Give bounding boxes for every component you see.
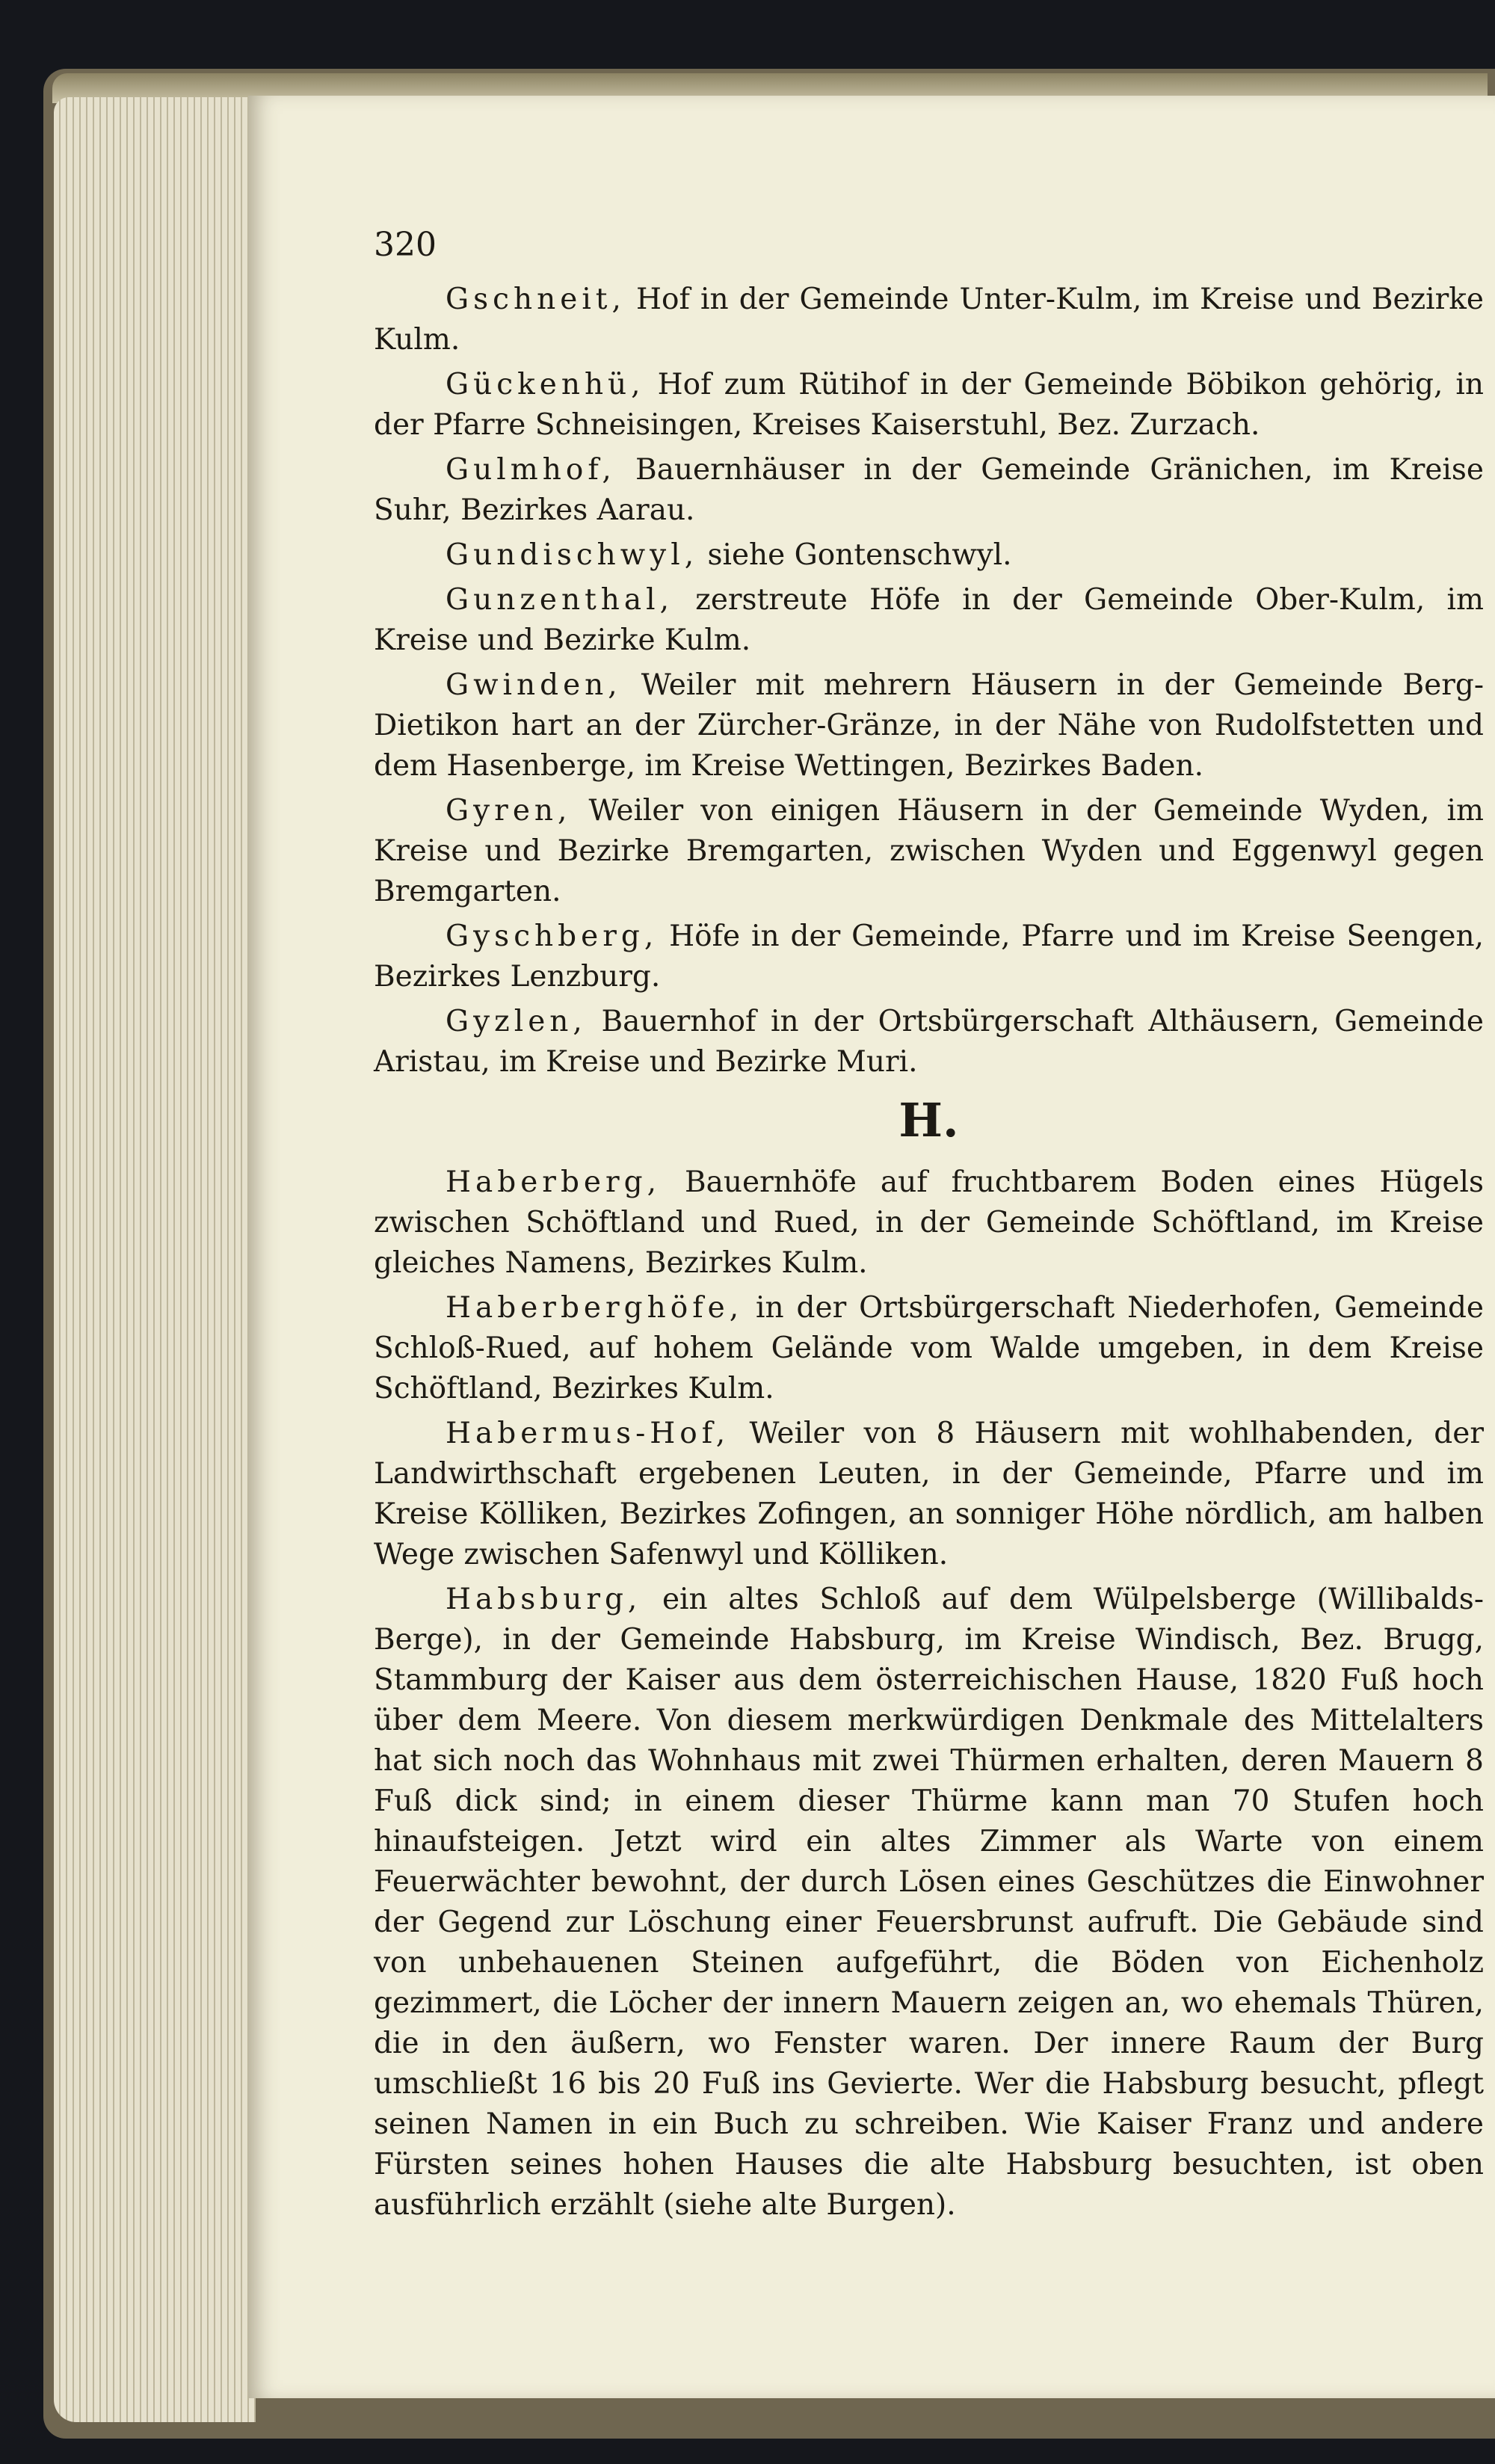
entry-gyzlen [374, 1002, 1484, 1082]
entry-text: zerstreute Höfe in der Gemeinde Ober-Kulm, im Kreise und Bezirke Kulm. [374, 583, 1484, 657]
entry-headword: Haberberg, [446, 1165, 662, 1199]
entry-text: siehe Gontenschwyl. [698, 538, 1012, 572]
page-stack-edges [54, 97, 256, 2422]
entry-headword: Gyren, [446, 794, 572, 828]
entry-text: Höfe in der Gemeinde, Pfarre und im Kreise Seengen, Bezirkes Lenzburg. [374, 920, 1484, 994]
gazetteer-entries [374, 280, 1484, 2230]
entry-headword: Gyzlen, [446, 1005, 587, 1038]
entry-headword: Habsburg, [446, 1583, 642, 1616]
entry-headword: Gundischwyl, [446, 538, 699, 572]
entry-headword: Gyschberg, [446, 920, 659, 953]
entry-haberberghoefe [374, 1288, 1484, 1409]
entry-text: in der Ortsbürgerschaft Niederhofen, Gemeinde Schloß-Rued, auf hohem Gelände vom Walde umgeben, in dem Kreise Schöftland, Bezirkes Kulm. [374, 1291, 1484, 1405]
entry-habsburg [374, 1580, 1484, 2226]
entry-gyren [374, 791, 1484, 912]
entry-text: Weiler von einigen Häusern in der Gemeinde Wyden, im Kreise und Bezirke Bremgarten, zwischen Wyden und Eggenwyl gegen Bremgarten. [374, 794, 1484, 908]
entry-gundischwyl [374, 535, 1484, 576]
entry-headword: Gückenhü, [446, 368, 645, 401]
page-number: 320 [374, 226, 437, 264]
entry-headword: Haberberghöfe, [446, 1291, 744, 1325]
entry-text: Hof in der Gemeinde Unter-Kulm, im Kreise und Bezirke Kulm. [374, 283, 1484, 357]
section-letter-heading: H. [898, 1093, 959, 1148]
entry-headword: Gwinden, [446, 668, 622, 702]
entry-gueckenhue [374, 365, 1484, 446]
entry-gschneit [374, 280, 1484, 360]
entry-headword: Gschneit, [446, 283, 626, 316]
entry-headword: Gunzenthal, [446, 583, 674, 617]
entry-text: Bauernhof in der Ortsbürgerschaft Althäusern, Gemeinde Aristau, im Kreise und Bezirke Muri. [374, 1005, 1484, 1079]
entry-gwinden [374, 665, 1484, 786]
entry-gunzenthal [374, 580, 1484, 661]
entry-text: Weiler von 8 Häusern mit wohlhabenden, der Landwirthschaft ergebenen Leuten, in der Gemeinde, Pfarre und im Kreise Kölliken, Bezirkes Zofingen, an sonniger Höhe nördlich, am halben Wege zwischen Safenwyl und Kölliken. [374, 1417, 1484, 1571]
entry-habermus-hof [374, 1414, 1484, 1575]
entry-headword: Gulmhof, [446, 453, 616, 487]
entry-gyschberg [374, 917, 1484, 997]
entry-text: ein altes Schloß auf dem Wülpelsberge (Willibalds-Berge), in der Gemeinde Habsburg, im Kreise Windisch, Bez. Brugg, Stammburg der Kaiser aus dem österreichischen Hause, 1820 Fuß hoch über dem Meere. Von diesem merkwürdigen Denkmale des Mittelalters hat sich noch das Wohnhaus mit zwei Thürmen erhalten, deren Mauern 8 Fuß dick sind; in einem dieser Thürme kann man 70 Stufen hoch hinaufsteigen. Jetzt wird ein altes Zimmer als Warte von einem Feuerwächter bewohnt, der durch Lösen eines Geschützes die Einwohner der Gegend zur Löschung einer Feuersbrunst aufruft. Die Gebäude sind von unbehauenen Steinen aufgeführt, die Böden von Eichenholz gezimmert, die Löcher der innern Mauern zeigen an, wo ehemals Thüren, die in den äußern, wo Fenster waren. Der innere Raum der Burg umschließt 16 bis 20 Fuß ins Gevierte. Wer die Habsburg besucht, pflegt seinen Namen in ein Buch zu schreiben. Wie Kaiser Franz und andere Fürsten seines hohen Hauses die alte Habsburg besuchten, ist oben ausführlich erzählt (siehe alte Burgen). [374, 1583, 1484, 2222]
entry-gulmhof [374, 450, 1484, 531]
entry-haberberg [374, 1162, 1484, 1284]
entry-text: Weiler mit mehrern Häusern in der Gemeinde Berg-Dietikon hart an der Zürcher-Gränze, in der Nähe von Rudolfstetten und dem Hasenberge, im Kreise Wettingen, Bezirkes Baden. [374, 668, 1484, 783]
entry-text: Bauernhöfe auf fruchtbarem Boden eines Hügels zwischen Schöftland und Rued, in der Gemeinde Schöftland, im Kreise gleiches Namens, Bezirkes Kulm. [374, 1165, 1484, 1280]
entry-text: Hof zum Rütihof in der Gemeinde Böbikon gehörig, in der Pfarre Schneisingen, Kreises Kaiserstuhl, Bez. Zurzach. [374, 368, 1484, 442]
entry-headword: Habermus-Hof, [446, 1417, 730, 1450]
entry-text: Bauernhäuser in der Gemeinde Gränichen, im Kreise Suhr, Bezirkes Aarau. [374, 453, 1484, 527]
